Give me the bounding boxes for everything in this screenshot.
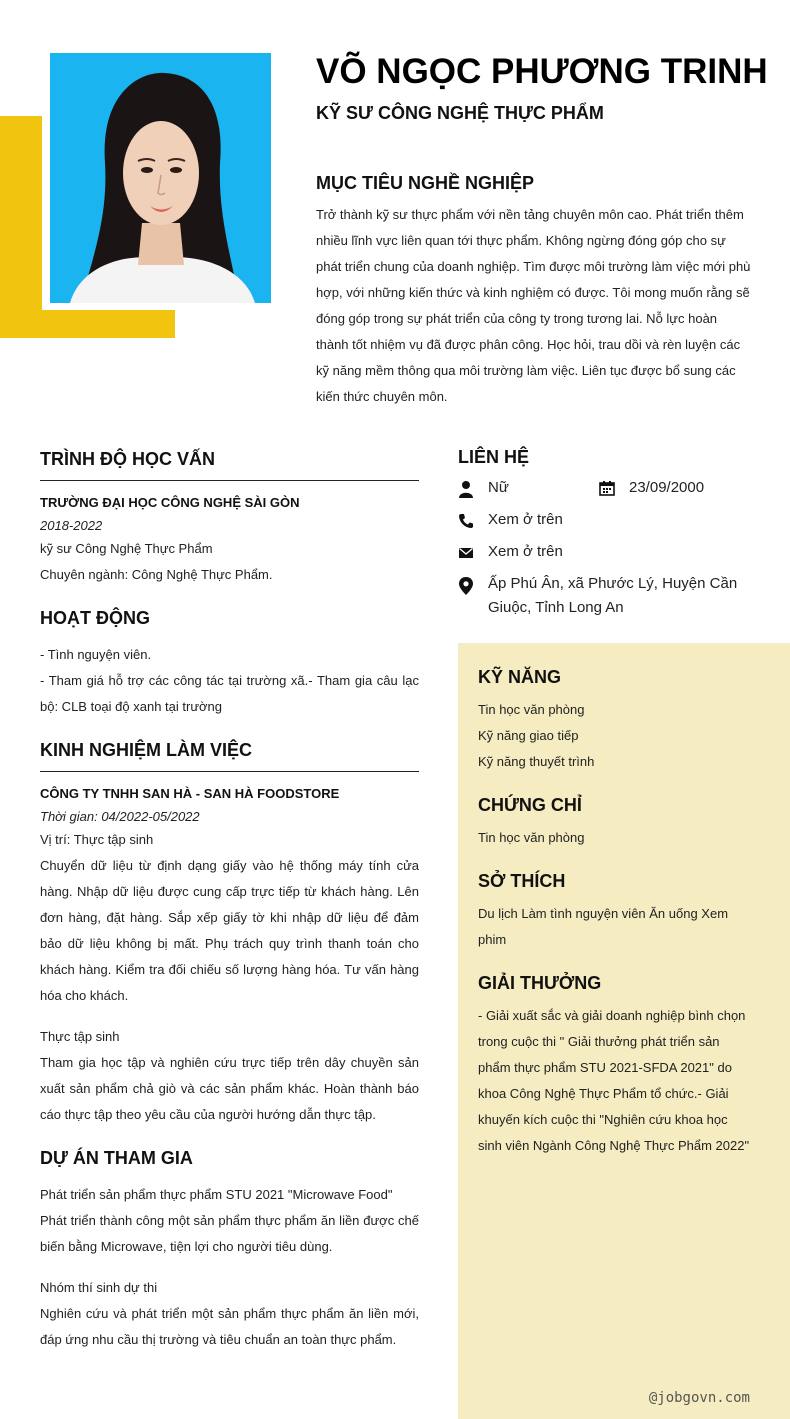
projects-heading: DỰ ÁN THAM GIA	[40, 1148, 193, 1168]
experience-company: CÔNG TY TNHH SAN HÀ - SAN HÀ FOODSTORE	[40, 786, 340, 801]
education-heading: TRÌNH ĐỘ HỌC VẤN	[40, 449, 215, 469]
contact-address: Ấp Phú Ân, xã Phước Lý, Huyện Cần Giuộc, Tỉnh Long An	[488, 575, 738, 616]
activities-line-2: - Tham giá hỗ trợ các công tác tại trường xã.- Tham gia câu lạc bộ: CLB toại độ xanh tại trường	[40, 673, 419, 714]
experience-description-2: Tham gia học tập và nghiên cứu trực tiếp trên dây chuyền sản xuất sản phẩm chả giò và các sản phẩm khác. Hoàn thành báo cáo thực tập theo yêu cầu của người hướng dẫn thực tập.	[40, 1055, 419, 1122]
hobbies-text: Du lịch Làm tình nguyện viên Ăn uống Xem phim	[478, 906, 729, 947]
person-icon	[458, 480, 474, 496]
skill-item: Kỹ năng thuyết trình	[478, 754, 595, 769]
experience-position: Vị trí: Thực tập sinh	[40, 832, 154, 847]
watermark: @jobgovn.com	[648, 1390, 750, 1406]
objective-heading: MỤC TIÊU NGHỀ NGHIỆP	[316, 173, 535, 193]
contact-email: Xem ở trên	[488, 543, 563, 560]
candidate-name: VÕ NGỌC PHƯƠNG TRINH	[316, 52, 768, 91]
education-period: 2018-2022	[40, 518, 103, 533]
contact-gender: Nữ	[488, 479, 509, 496]
awards-heading: GIẢI THƯỞNG	[478, 973, 602, 993]
accent-block	[0, 116, 42, 338]
experience-period: Thời gian: 04/2022-05/2022	[40, 809, 200, 824]
phone-icon	[458, 513, 474, 529]
project-1-description: Phát triển thành công một sản phẩm thực phẩm ăn liền được chế biến bằng Microwave, tiện lợi cho người tiêu dùng.	[40, 1213, 419, 1254]
profile-photo	[50, 53, 271, 303]
skill-item: Kỹ năng giao tiếp	[478, 728, 579, 743]
hobbies-heading: SỞ THÍCH	[478, 871, 566, 891]
accent-bar	[0, 310, 175, 338]
certificate-item: Tin học văn phòng	[478, 830, 585, 845]
contact-phone: Xem ở trên	[488, 511, 563, 528]
location-pin-icon	[458, 577, 474, 593]
activities-line-1: - Tình nguyện viên.	[40, 647, 152, 662]
activities-heading: HOẠT ĐỘNG	[40, 608, 150, 628]
project-2-title: Nhóm thí sinh dự thi	[40, 1280, 158, 1295]
skill-item: Tin học văn phòng	[478, 702, 585, 717]
awards-text: - Giải xuất sắc và giải doanh nghiệp bình chọn trong cuộc thi " Giải thưởng phát triển sản phẩm thực phẩm STU 2021-SFDA 2021" do khoa Công Nghệ Thực Phẩm tổ chức.- Giải khuyến kích cuộc thi "Nghiên cứu khoa học sinh viên Ngành Công Nghệ Thực Phẩm 2022"	[478, 1008, 750, 1153]
experience-description: Chuyển dữ liệu từ định dạng giấy vào hệ thống máy tính cửa hàng. Nhập dữ liệu được cung cấp trực tiếp từ khách hàng. Lên đơn hàng, đặt hàng. Sắp xếp giấy tờ khi nhập dữ liệu để đảm bảo dữ liệu không bị mất. Phụ trách quy trình thanh toán cho khách hàng. Kiểm tra đối chiếu số lượng hàng hóa. Tư vấn hàng hóa cho khách.	[40, 858, 419, 1003]
portrait-illustration	[50, 53, 271, 303]
contact-birthday: 23/09/2000	[629, 479, 705, 496]
calendar-icon	[599, 480, 615, 496]
skills-heading: KỸ NĂNG	[478, 667, 562, 687]
education-school: TRƯỜNG ĐẠI HỌC CÔNG NGHỆ SÀI GÒN	[40, 495, 300, 510]
objective-text: Trở thành kỹ sư thực phẩm với nền tảng chuyên môn cao. Phát triển thêm nhiều lĩnh vực liên quan tới thực phẩm. Không ngừng đóng góp cho sự phát triển chung của doanh nghiệp. Tìm được môi trường làm việc mới phù hợp, với những kiến thức và kinh nghiệm có được. Tôi mong muốn rằng sẽ đóng góp trong sự phát triển của công ty trong tương lai. Nỗ lực hoàn thành tốt nhiệm vụ đã được phân công. Học hỏi, trau dồi và rèn luyện các kỹ năng mềm thông qua môi trường làm việc. Liên tục được bổ sung các kiến thức chuyên môn.	[316, 207, 751, 404]
education-degree: kỹ sư Công Nghệ Thực Phẩm	[40, 541, 213, 556]
project-1-title: Phát triển sản phẩm thực phẩm STU 2021 "Microwave Food"	[40, 1187, 393, 1202]
experience-role-2: Thực tập sinh	[40, 1029, 120, 1044]
project-2-description: Nghiên cứu và phát triển một sản phẩm thực phẩm ăn liền mới, đáp ứng nhu cầu thị trường và tiêu chuẩn an toàn thực phẩm.	[40, 1306, 419, 1347]
email-icon	[458, 546, 474, 562]
experience-heading: KINH NGHIỆM LÀM VIỆC	[40, 740, 253, 760]
job-title: KỸ SƯ CÔNG NGHỆ THỰC PHẨM	[316, 103, 604, 123]
certificates-heading: CHỨNG CHỈ	[478, 795, 582, 815]
contact-heading: LIÊN HỆ	[458, 447, 530, 467]
experience-divider	[40, 771, 419, 772]
education-divider	[40, 480, 419, 481]
education-major: Chuyên ngành: Công Nghệ Thực Phẩm.	[40, 567, 273, 582]
